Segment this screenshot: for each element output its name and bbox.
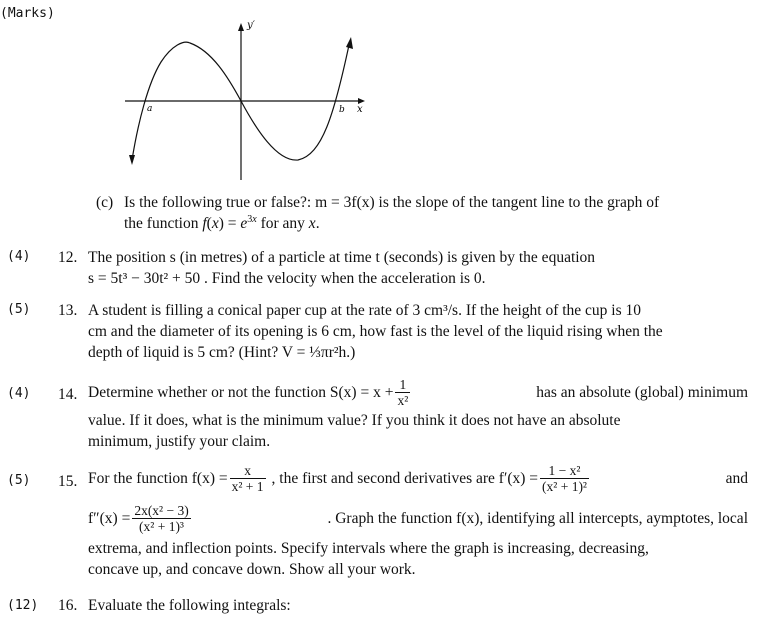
- q14-line3: minimum, justify your claim.: [88, 433, 271, 450]
- q14-frac-bottom: x²: [397, 392, 409, 408]
- q14-fraction: [395, 377, 410, 408]
- q15-fp-fraction: [540, 463, 589, 494]
- curve-arrow-left: [129, 155, 135, 165]
- q15-marks: (5): [7, 473, 31, 488]
- q15-line2b: . Graph the function f(x), identifying all intercepts, aymptotes, local: [327, 509, 748, 527]
- q15-line3: extrema, and inflection points. Specify intervals where the graph is increasing, decreasing,: [88, 540, 649, 557]
- q15-line1a: For the function f(x) =: [88, 469, 228, 487]
- q15-line1: [88, 458, 748, 498]
- derivative-graph: [120, 15, 370, 185]
- q14-line1: [88, 374, 748, 410]
- q14-line2: value. If it does, what is the minimum value? If you think it does not have an absolute: [88, 412, 621, 429]
- q12-number: 12.: [58, 249, 78, 266]
- marks-header: (Marks): [0, 6, 55, 21]
- q15-line4: concave up, and concave down. Show all your work.: [88, 561, 416, 578]
- q14-marks: (4): [7, 386, 31, 401]
- question-c: [124, 192, 748, 234]
- q12-marks: (4): [7, 249, 31, 264]
- q15-f-fraction: [230, 463, 266, 494]
- q14-line1b: has an absolute (global) minimum: [536, 383, 748, 401]
- b-label: b: [339, 105, 345, 115]
- question-16: Evaluate the following integrals:: [88, 597, 291, 614]
- q15-fp-top: 1 − x²: [548, 462, 581, 478]
- q15-line1b: , the first and second derivatives are f′(x) =: [271, 469, 539, 487]
- x-label: x: [357, 104, 363, 115]
- question-15: [88, 458, 748, 580]
- q15-fp-bottom: (x² + 1)²: [542, 478, 587, 494]
- q15-fpp-top: 2x(x² − 3): [134, 502, 189, 518]
- question-13: [88, 300, 748, 363]
- q15-line2: [88, 498, 748, 538]
- curve-arrow-right: [346, 37, 353, 49]
- q15-number: 15.: [58, 473, 78, 490]
- q12-line1: The position s (in metres) of a particle at time t (seconds) is given by the equation: [88, 249, 596, 266]
- question-c-line2: the function $f(x) = e^{3x}$ for any x.: [124, 213, 320, 232]
- q15-f-bottom: x² + 1: [231, 478, 264, 494]
- q13-number: 13.: [58, 302, 78, 319]
- q13-line2: cm and the diameter of its opening is 6 cm, how fast is the level of the liquid rising when the: [88, 323, 663, 340]
- question-12: [88, 247, 748, 289]
- q15-line2a: f″(x) =: [88, 509, 131, 527]
- y-label: y′: [247, 20, 255, 31]
- question-c-label: (c): [96, 194, 114, 211]
- q12-line2: s = 5t³ − 30t² + 50 . Find the velocity when the acceleration is 0.: [88, 270, 486, 287]
- q14-frac-top: 1: [399, 376, 407, 392]
- q13-line3: depth of liquid is 5 cm? (Hint? V = ⅓πr²h.): [88, 344, 356, 361]
- q15-fpp-bottom: (x² + 1)³: [132, 518, 190, 534]
- y-axis-arrow: [238, 23, 244, 31]
- q14-number: 14.: [58, 386, 78, 403]
- q15-f-top: x: [244, 462, 251, 478]
- q15-fpp-fraction: [132, 503, 190, 534]
- q14-line1a: Determine whether or not the function S(x) = x +: [88, 383, 394, 401]
- q13-marks: (5): [7, 302, 31, 317]
- question-14: [88, 374, 748, 452]
- q13-line1: A student is filling a conical paper cup at the rate of 3 cm³/s. If the height of the cup is 10: [88, 302, 642, 319]
- q16-number: 16.: [58, 597, 78, 614]
- q15-line1c: and: [725, 469, 748, 487]
- a-label: a: [147, 104, 153, 114]
- question-c-line1: Is the following true or false?: m = 3f(x) is the slope of the tangent line to the graph of: [124, 194, 660, 211]
- q16-marks: (12): [7, 598, 39, 613]
